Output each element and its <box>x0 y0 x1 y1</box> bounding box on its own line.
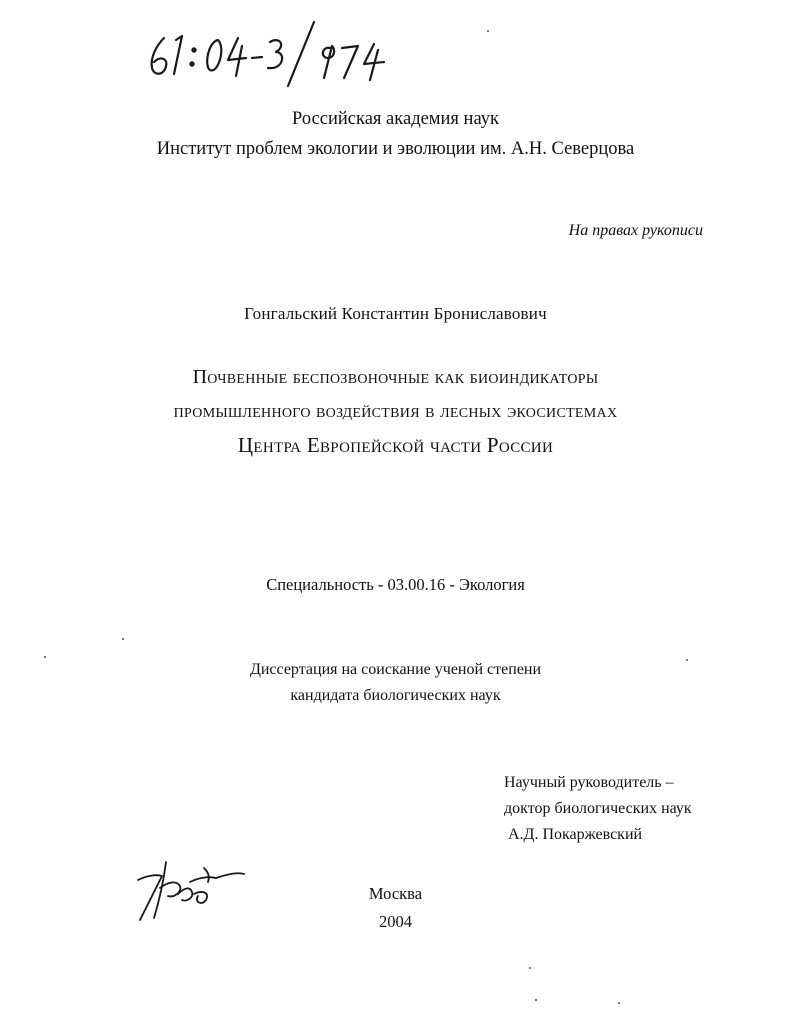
title-line-2: промышленного воздействия в лесных экосистемах <box>173 400 618 422</box>
institute-name: Институт проблем экологии и эволюции им. А.Н. Северцова <box>156 139 635 159</box>
manuscript-rights-note: На правах рукописи <box>568 222 703 239</box>
scan-speck <box>529 967 531 969</box>
scan-speck <box>487 30 489 32</box>
city: Москва <box>368 884 423 903</box>
scan-speck <box>122 638 124 640</box>
supervisor-role: Научный руководитель – <box>504 774 674 791</box>
handwritten-inventory-number <box>138 16 408 88</box>
place-and-year <box>0 880 791 936</box>
scan-speck <box>535 999 537 1001</box>
scan-speck <box>44 656 46 658</box>
dissertation-title <box>0 360 791 462</box>
degree-line-1: Диссертация на соискание ученой степени <box>249 661 542 678</box>
title-line-1: Почвенные беспозвоночные как биоиндикаторы <box>192 366 599 388</box>
degree-line-2: кандидата биологических наук <box>290 687 501 704</box>
year: 2004 <box>379 912 412 931</box>
author-name: Гонгальский Константин Брониславович <box>244 304 547 323</box>
scan-speck <box>686 659 688 661</box>
degree-statement <box>0 657 791 709</box>
specialty: Специальность - 03.00.16 - Экология <box>266 575 525 594</box>
supervisor-name: А.Д. Покаржевский <box>508 826 643 843</box>
academy-name: Российская академия наук <box>292 109 499 129</box>
title-line-3: Центра Европейской части России <box>237 433 554 457</box>
supervisor-degree: доктор биологических наук <box>504 800 692 817</box>
scan-speck <box>618 1002 620 1004</box>
supervisor-block <box>504 770 692 848</box>
